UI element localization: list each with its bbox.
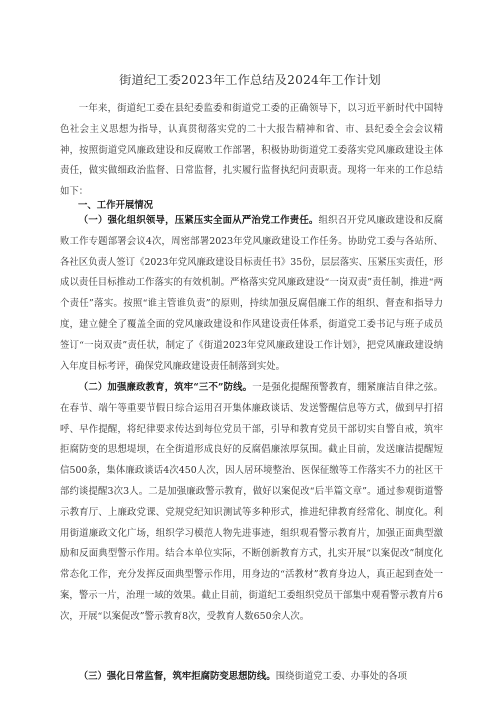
paragraph-daily-supervision	[60, 667, 443, 688]
paragraph-organization-leadership	[60, 211, 443, 377]
paragraph-heading: （二）加强廉政教育，筑牢“三不”防线。	[78, 382, 253, 393]
paragraph-body: 一是强化提醒预警教育，绷紧廉洁自律之弦。在春节、端午等重要节假日综合运用召开集体廉政谈话、发送警醒信息等方式，做到早打招呼、早作提醒，将纪律要求传达到每位党员干部，引导和教育党员干部切实自警自戒，筑牢拒腐防变的思想堤坝，在全街道形成良好的反腐倡廉浓厚氛围。截止目前，发送廉洁提醒短信500条，集体廉政谈话4次450人次，因人居环境整治、医保征缴等工作落实不力的社区干部约谈提醒3次3人。二是加强廉政警示教育，做好以案促改“后半篇文章”。通过参观街道警示教育厅、上廉政党课、党规党纪知识测试等多种形式，推进纪律教育经常化、制度化。利用街道廉政文化广场，组织学习模范人物先进事迹，组织观看警示教育片，加强正面典型激励和反面典型警示作用。结合本单位实际，不断创新教育方式，扎实开展“以案促改”制度化常态化工作，充分发挥反面典型警示作用，用身边的“活教材”教育身边人，真正起到查处一案，警示一片，治理一域的效果。截止目前，街道纪工委组织党员干部集中观看警示教育片6次，开展“以案促改”警示教育8次，受教育人数650余人次。	[60, 382, 443, 622]
paragraph-integrity-education	[60, 378, 443, 628]
paragraph-heading: （三）强化日常监督，筑牢拒腐防变思想防线。	[78, 671, 276, 682]
section-heading-work-progress: 一、工作开展情况	[78, 200, 154, 211]
paragraph-body: 围绕街道党工委、办事处的各项	[275, 671, 407, 682]
document-title: 街道纪工委2023年工作总结及2024年工作计划	[119, 73, 381, 87]
paragraph-body: 组织召开党风廉政建设和反腐败工作专题部署会议4次，周密部署2023年党风廉政建设工作任务。协助党工委与各站所、各社区负责人签订《2023年党风廉政建设目标责任书》35份，层层落实、压紧压实责任，形成以责任目标推动工作落实的有效机制。严格落实党风廉政建设“一岗双责”责任制，推进“两个责任”落实。按照“谁主管谁负责”的原则，持续加强反腐倡廉工作的组织、督查和指导力度，建立健全了覆盖全面的党风廉政建设和作风建设责任体系，街道党工委书记与班子成员签订“一岗双责”责任状，制定了《街道2023年党风廉政建设工作计划》，把党风廉政建设纳入年度目标考评，确保党风廉政建设责任制落到实处。	[60, 215, 443, 372]
paragraph-heading: （一）强化组织领导，压紧压实全面从严治党工作责任。	[78, 215, 319, 226]
intro-paragraph: 一年来，街道纪工委在县纪委监委和街道党工委的正确领导下，以习近平新时代中国特色社会主义思想为指导，认真贯彻落实党的二十大报告精神和省、市、县纪委全会会议精神，按照街道党风廉政建设和反腐败工作部署，积极协助街道党工委落实党风廉政建设主体责任，做实做细政治监督、日常监督，扎实履行监督执纪问责职责。现将一年来的工作总结如下：	[60, 103, 443, 198]
